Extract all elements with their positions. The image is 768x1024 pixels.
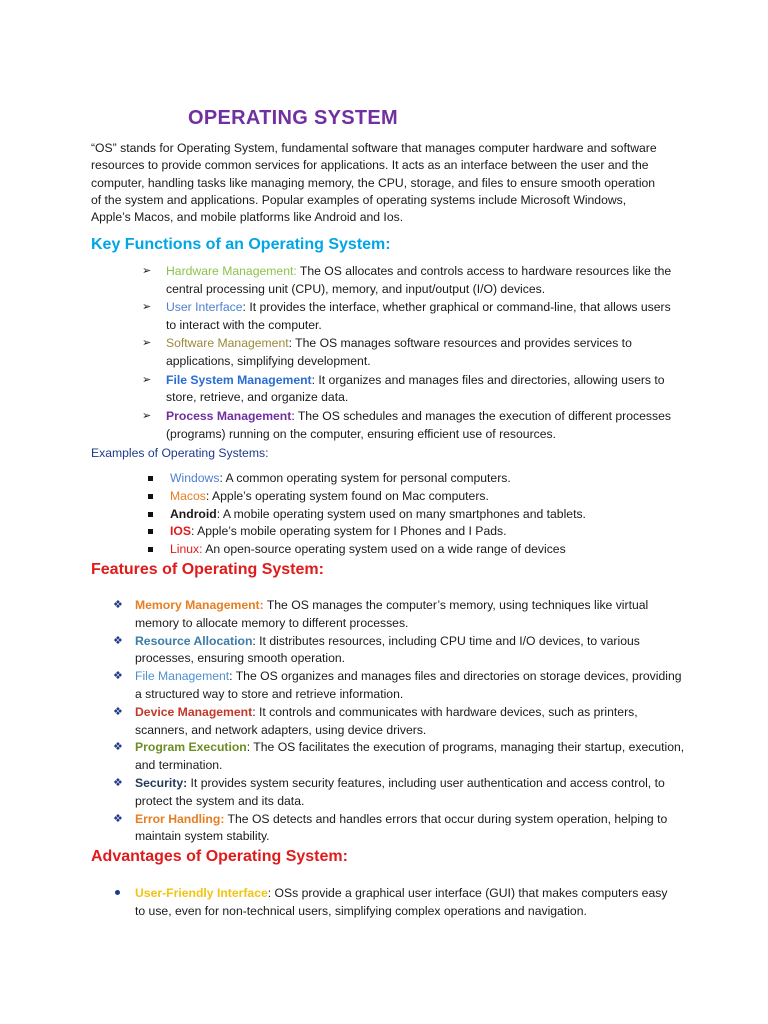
item-text: : Apple’s mobile operating system for I Phones and I Pads. <box>191 524 507 539</box>
list-item <box>142 408 676 444</box>
square-bullet-icon <box>148 494 153 499</box>
dot-bullet-icon <box>115 890 120 895</box>
list-item <box>113 704 685 740</box>
intro-paragraph: “OS” stands for Operating System, fundamental software that manages computer hardware and software resources to provide common services for applications. It acts as an interface between the user and the computer, handling tasks like managing memory, the CPU, storage, and files to ensure smooth operation of the system and applications. Popular examples of operating systems include Microsoft Windows, Apple’s Macos, and mobile platforms like Android and Ios. <box>91 141 657 225</box>
list-item <box>170 488 670 506</box>
item-text: : It distributes resources, including CPU time and I/O devices, to various processes, ensuring smooth operation. <box>135 633 640 666</box>
list-item <box>170 470 670 488</box>
item-text: An open-source operating system used on a wide range of devices <box>202 542 566 557</box>
item-text: : The OS facilitates the execution of programs, managing their startup, execution, and termination. <box>135 740 685 773</box>
key-functions-list <box>142 263 676 444</box>
item-term: Linux: <box>170 542 203 557</box>
item-text: : It organizes and manages files and directories, allowing users to store, retrieve, and organize data. <box>166 372 665 405</box>
item-term: Resource Allocation <box>135 633 253 648</box>
list-item <box>113 668 685 704</box>
square-bullet-icon <box>148 547 153 552</box>
item-text: : It controls and communicates with hardware devices, such as printers, scanners, and network adapters, using device drivers. <box>135 704 638 737</box>
list-item <box>113 597 685 633</box>
list-item <box>142 372 676 408</box>
item-text: : The OS manages software resources and provides services to applications, simplifying development. <box>166 336 632 369</box>
list-item <box>113 739 685 775</box>
arrow-bullet-icon: ➢ <box>142 337 152 350</box>
item-text: : A common operating system for personal computers. <box>219 471 511 485</box>
list-item <box>113 633 685 669</box>
square-bullet-icon <box>148 529 153 534</box>
arrow-bullet-icon: ➢ <box>142 301 152 314</box>
diamond-bullet-icon: ❖ <box>113 599 123 611</box>
arrow-bullet-icon: ➢ <box>142 265 152 277</box>
item-term: File Management <box>135 669 230 684</box>
item-term: Windows <box>170 471 220 485</box>
item-text: The OS manages the computer’s memory, using techniques like virtual memory to allocate memory to different processes. <box>135 598 649 630</box>
item-term: File System Management <box>166 372 312 387</box>
item-term: Error Handling: <box>135 811 225 826</box>
item-term: Android <box>170 506 217 521</box>
diamond-bullet-icon: ❖ <box>113 812 123 825</box>
list-item <box>170 541 670 559</box>
features-heading: Features of Operating System: <box>91 561 324 578</box>
item-text: The OS detects and handles errors that occur during system operation, helping to maintain system stability. <box>135 811 668 844</box>
diamond-bullet-icon: ❖ <box>113 634 123 647</box>
item-text: The OS allocates and controls access to hardware resources like the central processing unit (CPU), memory, and input/output (I/O) devices. <box>166 264 672 296</box>
examples-list <box>170 470 670 559</box>
item-text: : The OS organizes and manages files and directories on storage devices, providing a structured way to store and retrieve information. <box>135 669 682 701</box>
advantages-heading: Advantages of Operating System: <box>91 848 348 865</box>
item-term: Memory Management: <box>135 598 264 612</box>
document-title: OPERATING SYSTEM <box>188 107 399 130</box>
item-term: Program Execution <box>135 740 247 755</box>
diamond-bullet-icon: ❖ <box>113 670 123 683</box>
item-text: : A mobile operating system used on many smartphones and tablets. <box>216 506 586 521</box>
key-functions-heading: Key Functions of an Operating System: <box>91 236 391 253</box>
list-item <box>170 506 670 524</box>
diamond-bullet-icon: ❖ <box>113 776 123 789</box>
item-term: IOS <box>170 524 191 539</box>
item-text: : The OS schedules and manages the execution of different processes (programs) running on the computer, ensuring efficient use of resources. <box>166 408 671 441</box>
item-term: Device Management <box>135 704 253 719</box>
item-text: : Apple’s operating system found on Mac computers. <box>205 488 489 503</box>
list-item <box>142 335 676 371</box>
advantages-list <box>135 885 675 921</box>
list-item <box>135 885 675 921</box>
item-term: Software Management <box>166 336 289 351</box>
item-term: User-Friendly Interface <box>135 886 268 900</box>
list-item <box>142 263 676 299</box>
examples-heading: Examples of Operating Systems: <box>91 446 269 460</box>
square-bullet-icon <box>148 512 153 517</box>
square-bullet-icon <box>148 476 153 481</box>
item-term: User Interface <box>166 300 243 315</box>
features-list <box>113 597 685 846</box>
item-term: Macos <box>170 488 206 503</box>
item-term: Process Management <box>166 408 292 423</box>
item-term: Hardware Management: <box>166 264 297 278</box>
list-item <box>113 811 685 847</box>
item-text: It provides system security features, including user authentication and access control, to protect the system and its data. <box>135 775 665 808</box>
item-text: : OSs provide a graphical user interface (GUI) that makes computers easy to use, even for non-technical users, simplifying complex operations and navigation. <box>135 886 668 918</box>
list-item <box>142 299 676 335</box>
arrow-bullet-icon: ➢ <box>142 409 152 422</box>
item-term: Security: <box>135 775 188 790</box>
arrow-bullet-icon: ➢ <box>142 373 152 386</box>
list-item <box>170 523 670 541</box>
diamond-bullet-icon: ❖ <box>113 741 123 754</box>
list-item <box>113 775 685 811</box>
item-text: : It provides the interface, whether graphical or command-line, that allows users to interact with the computer. <box>166 300 671 332</box>
diamond-bullet-icon: ❖ <box>113 705 123 718</box>
